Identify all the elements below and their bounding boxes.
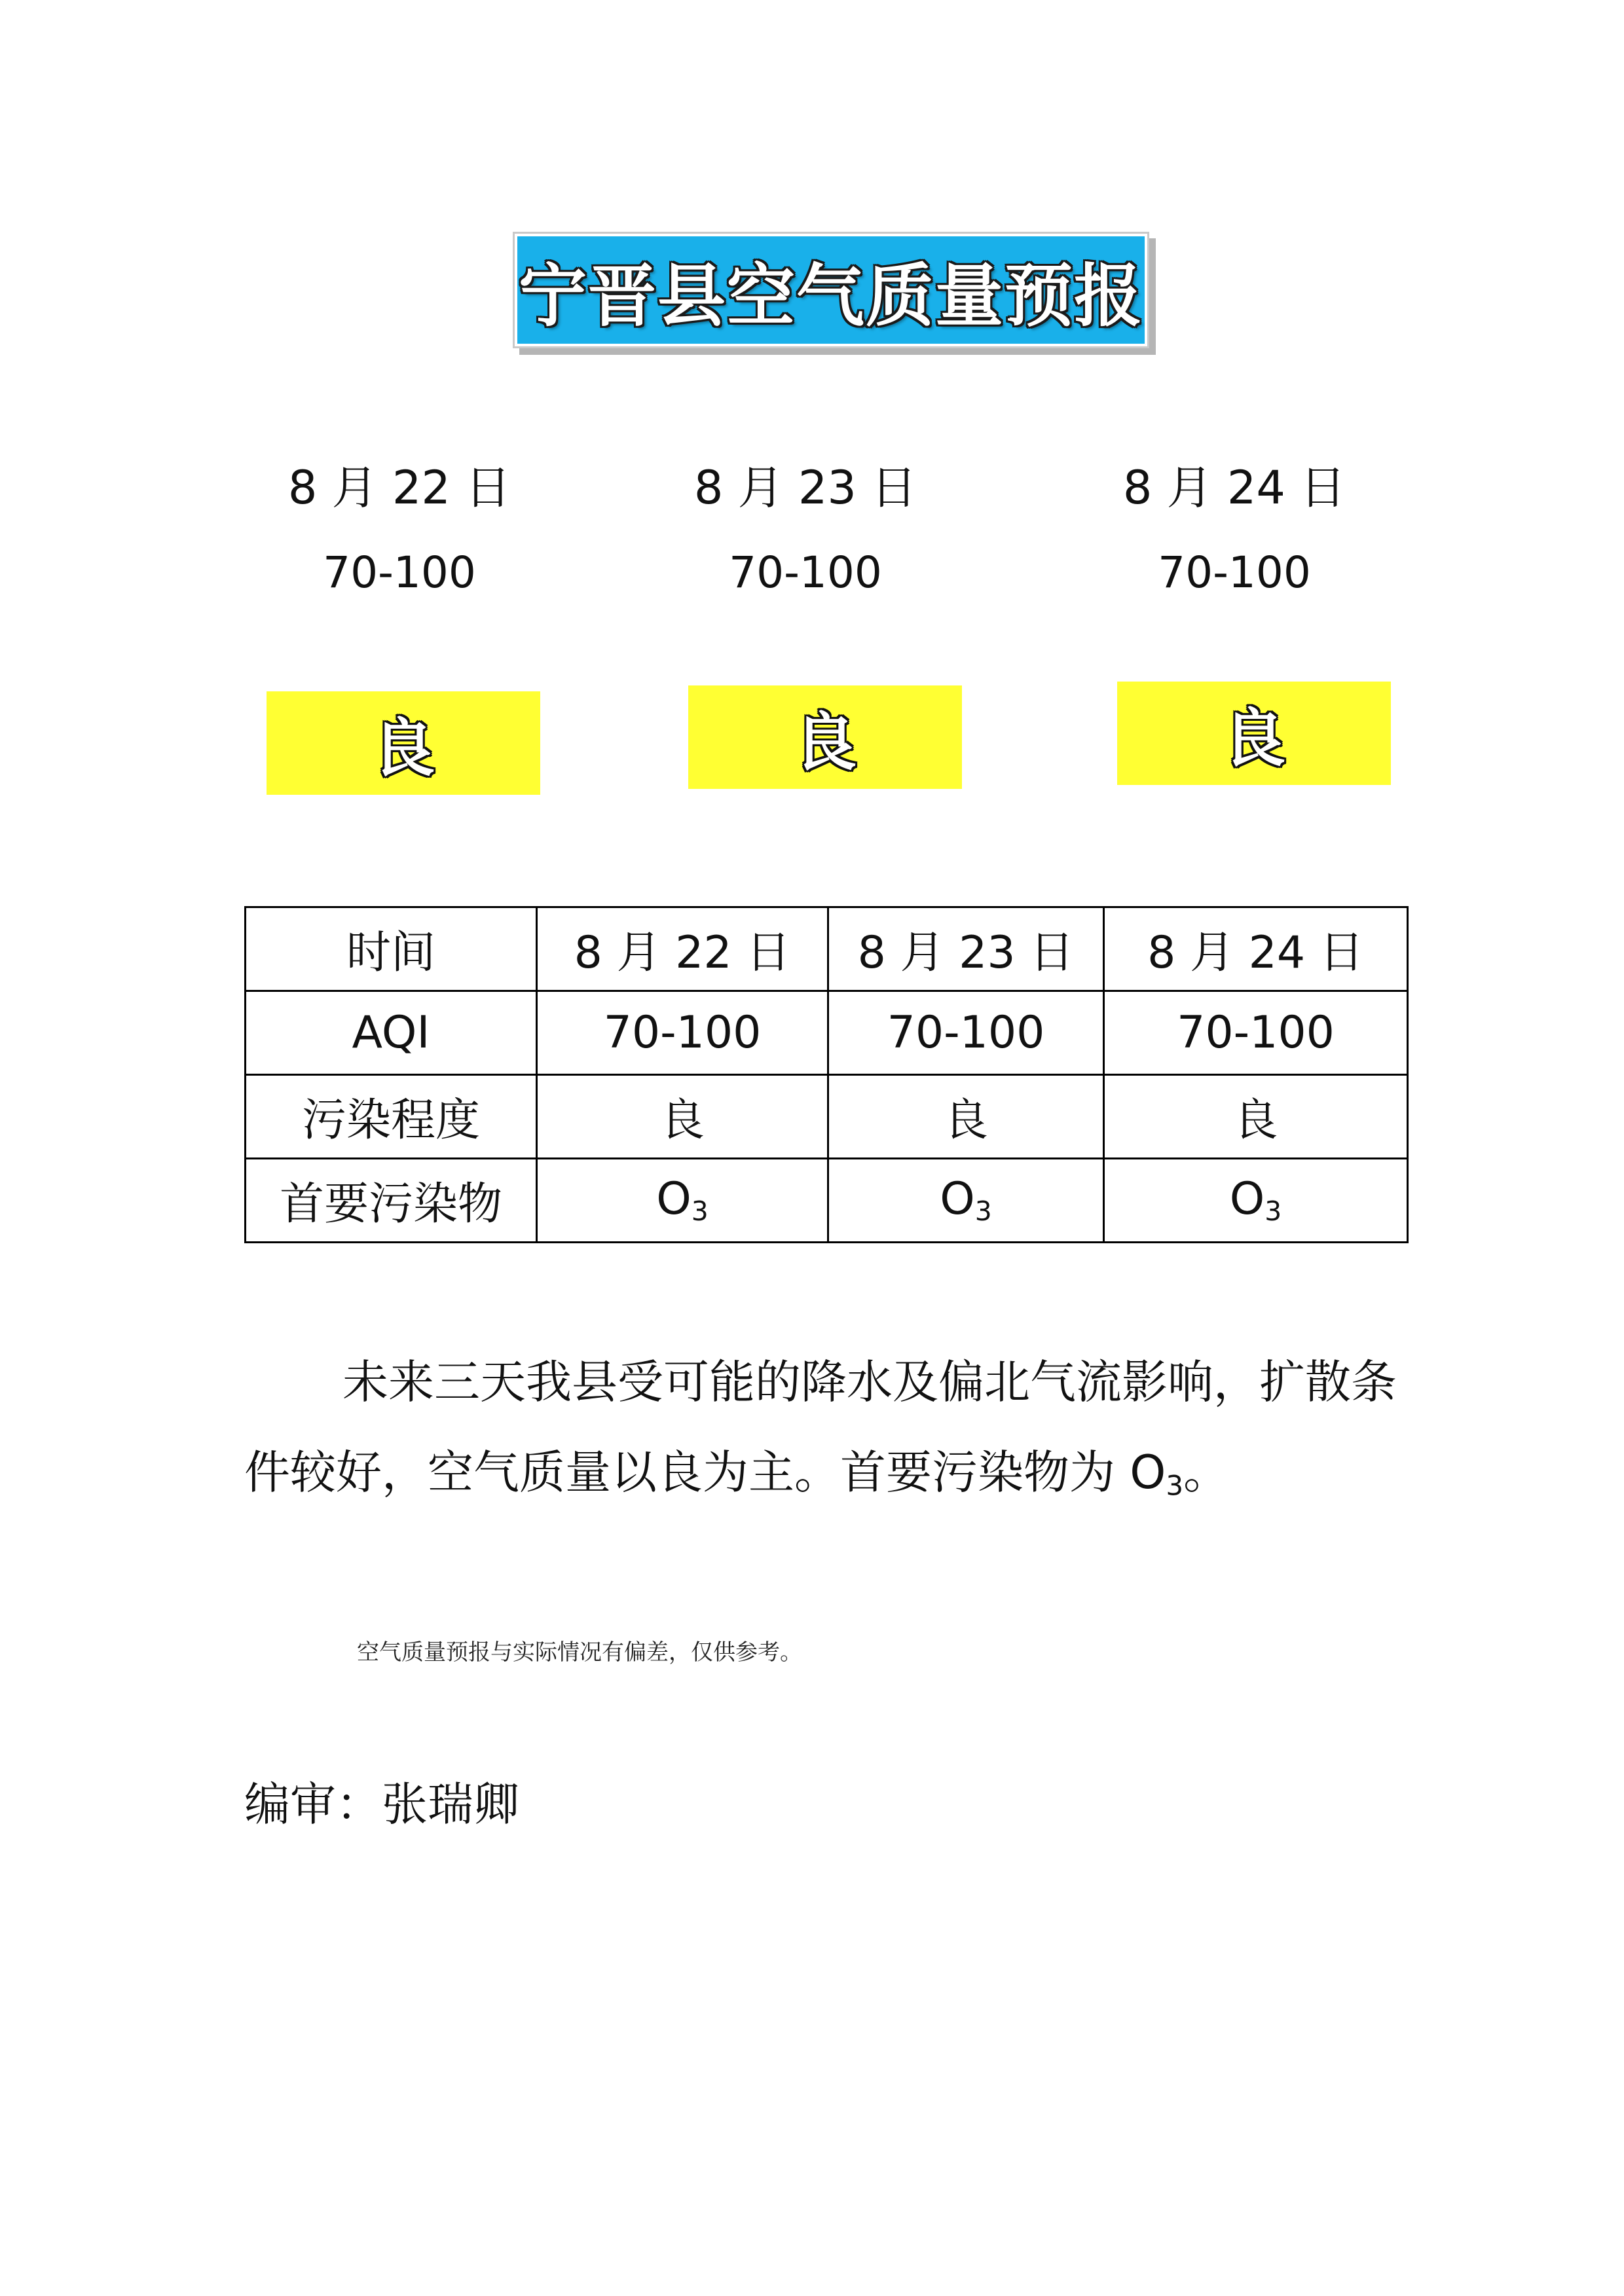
summary-end: 。 [1183, 1446, 1230, 1499]
table-cell: 70-100 [1104, 991, 1408, 1075]
table-cell: 良 [1104, 1075, 1408, 1159]
table-cell: $O_3$ [537, 1159, 828, 1243]
forecast-table [244, 906, 1409, 1243]
forecast-aqi: 70-100 [729, 547, 882, 598]
forecast-day-1 [249, 458, 550, 602]
table-cell: 良 [537, 1075, 828, 1159]
editor-line [244, 1768, 519, 1834]
editor-name: 张瑞卿 [382, 1777, 519, 1831]
forecast-date: 8 月 23 日 [693, 461, 917, 515]
table-header-row [246, 907, 1408, 991]
table-header-cell: 8 月 22 日 [537, 907, 828, 991]
table-row-primary-pollutant [246, 1159, 1408, 1243]
table-cell: 良 [828, 1075, 1104, 1159]
table-cell: $O_3$ [828, 1159, 1104, 1243]
table-header-cell: 时间 [246, 907, 537, 991]
forecast-date: 8 月 22 日 [287, 461, 511, 515]
forecast-aqi: 70-100 [1158, 547, 1311, 598]
table-row-aqi [246, 991, 1408, 1075]
level-label: 良 [794, 705, 857, 779]
table-header-cell: 8 月 23 日 [828, 907, 1104, 991]
table-row-label: 污染程度 [246, 1075, 537, 1159]
level-badge-day-3 [1117, 682, 1391, 785]
page-title: 宁晋县空气质量预报 [518, 256, 1143, 336]
table-cell: 70-100 [828, 991, 1104, 1075]
table-row-label: AQI [246, 991, 537, 1075]
table-header-cell: 8 月 24 日 [1104, 907, 1408, 991]
level-badge-day-2 [688, 685, 962, 789]
table-row-pollution-level [246, 1075, 1408, 1159]
level-label: 良 [1223, 701, 1285, 775]
forecast-day-3 [1084, 458, 1385, 602]
summary-subscript: 3 [1166, 1469, 1184, 1502]
summary-paragraph [244, 1337, 1410, 1531]
table-cell: $O_3$ [1104, 1159, 1408, 1243]
editor-label: 编审： [244, 1777, 382, 1831]
summary-text: 未来三天我县受可能的降水及偏北气流影响，扩散条件较好，空气质量以良为主。首要污染物为 O [244, 1355, 1397, 1499]
disclaimer-note: 空气质量预报与实际情况有偏差，仅供参考。 [357, 1639, 802, 1666]
table-cell: 70-100 [537, 991, 828, 1075]
forecast-day-2 [655, 458, 956, 602]
title-banner [515, 234, 1147, 346]
table-row-label: 首要污染物 [246, 1159, 537, 1243]
level-label: 良 [372, 711, 435, 785]
forecast-date: 8 月 24 日 [1122, 461, 1346, 515]
forecast-aqi: 70-100 [323, 547, 476, 598]
level-badge-day-1 [267, 691, 540, 795]
